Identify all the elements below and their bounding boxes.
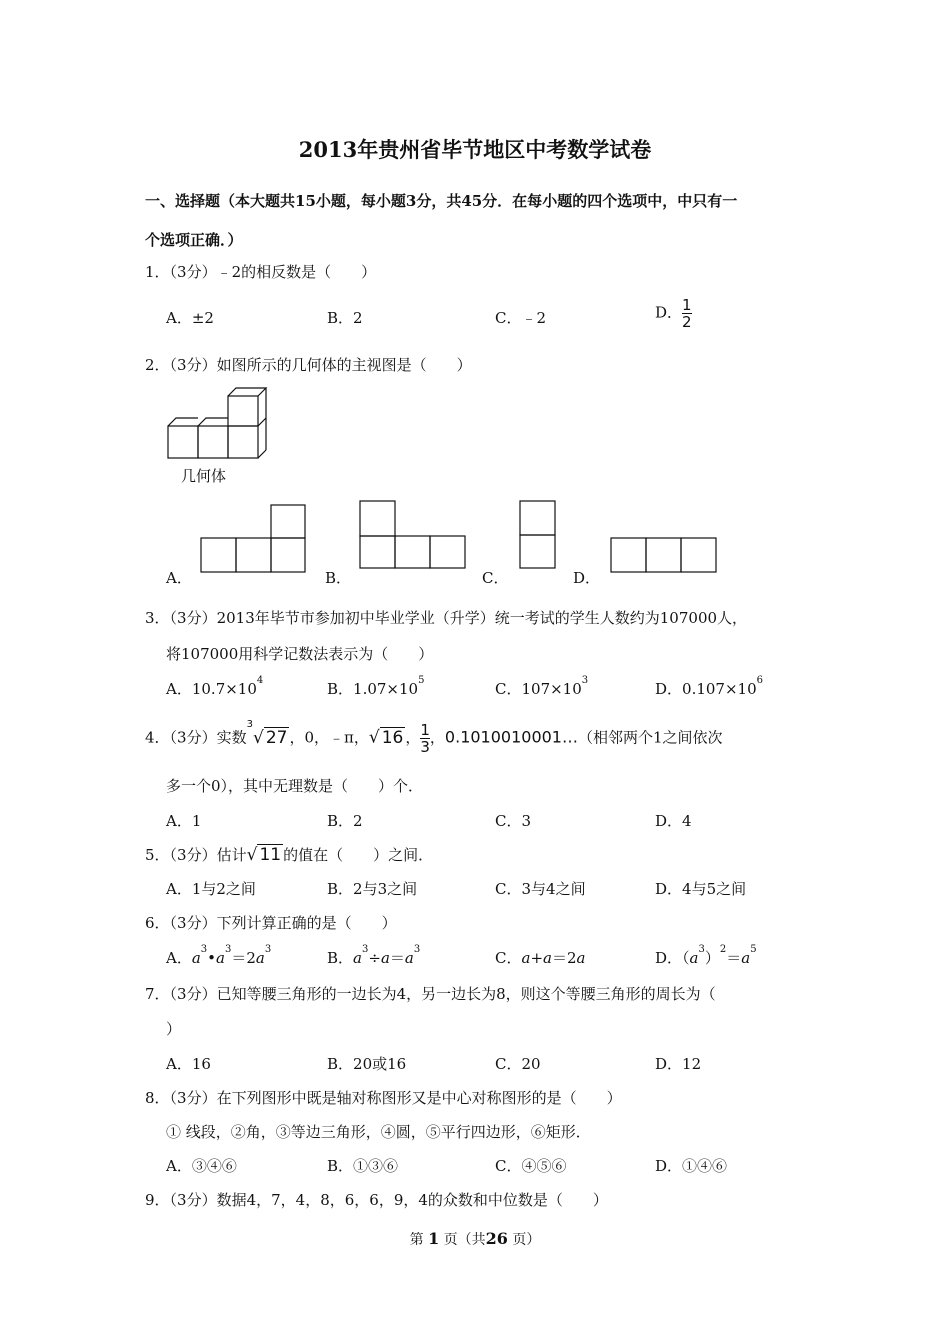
q8-stem-cont: ① 线段，②角，③等边三角形，④圆，⑤平行四边形，⑥矩形．: [166, 1123, 591, 1141]
footer-mid: 页（共: [443, 1232, 486, 1248]
q5-suffix: 的值在（ ）之间．: [283, 846, 434, 864]
q4-sqrt-radicand: 16: [381, 727, 404, 748]
q1-fraction-den: 2: [682, 313, 692, 331]
section-heading-line2: 个选项正确．）: [145, 231, 243, 249]
q8-option-a: A．③④⑥: [166, 1157, 237, 1175]
q6-option-c: C．a+a＝2a: [495, 949, 586, 967]
q8-stem: 8．（3分）在下列图形中既是轴对称图形又是中心对称图形的是（ ）: [145, 1089, 622, 1107]
q3-option-b-base: B．1.07×10: [327, 680, 419, 698]
q2-option-b-figure: [357, 499, 469, 571]
q1-option-b: B．2: [327, 309, 363, 327]
q8-option-c: C．④⑤⑥: [495, 1157, 567, 1175]
q1-fraction: [682, 297, 692, 330]
q4-option-d: D．4: [655, 812, 692, 830]
q1-stem: 1．（3分）﹣2的相反数是（ ）: [145, 263, 377, 281]
q5-options: [166, 878, 806, 900]
q8-option-b: B．①③⑥: [327, 1157, 399, 1175]
q6-option-d: D．$(a^3)^2=a^5$: [655, 944, 757, 967]
q3-option-d: [655, 675, 763, 699]
q2-option-b: B．: [325, 569, 352, 587]
q3-option-d-exp: 6: [756, 675, 763, 686]
q6-option-b-label: B．: [327, 949, 354, 967]
q4-cube-index: 3: [246, 719, 253, 730]
q2-stem: 2．（3分）如图所示的几何体的主视图是（ ）: [145, 356, 472, 374]
q4-option-a: A．1: [166, 812, 202, 830]
q5-option-d: D．4与5之间: [655, 880, 747, 898]
q5-option-a: A．1与2之间: [166, 880, 256, 898]
q5-radicand: 11: [259, 845, 282, 865]
q6-option-a: A．$a^3•a^3=2a^3$: [166, 944, 272, 967]
q4-prefix: 4．（3分）实数: [145, 728, 247, 747]
q4-cube-root: $^3$√ 27: [246, 719, 288, 748]
q9-stem: 9．（3分）数据4，7，4，8，6，6，9，4的众数和中位数是（ ）: [145, 1191, 608, 1209]
q3-option-b-exp: 5: [418, 675, 425, 686]
q2-solid-figure: [160, 384, 280, 464]
footer-page-number: 1: [428, 1229, 440, 1248]
footer-pre: 第: [409, 1232, 424, 1248]
q4-stem-cont: 多一个0），其中无理数是（ ）个．: [166, 777, 424, 795]
q8-option-d: D．①④⑥: [655, 1157, 728, 1175]
q1-option-d: [655, 297, 692, 330]
q7-options: [166, 1053, 806, 1075]
q4-option-c: C．3: [495, 812, 532, 830]
q3-option-a-base: A．10.7×10: [166, 680, 257, 698]
q6-option-c-label: C．: [495, 949, 522, 967]
q4-decimal: 0.1010010001…: [444, 727, 578, 747]
q3-stem-cont: 将107000用科学记数法表示为（ ）: [166, 645, 434, 663]
q2-option-d-figure: [608, 535, 720, 575]
q3-option-d-base: D．0.107×10: [655, 680, 757, 698]
q1-fraction-num: 1: [682, 296, 692, 314]
q4-options: [166, 810, 806, 832]
q4-fraction-num: 1: [420, 721, 430, 739]
q6-option-d-label: D．: [655, 949, 683, 967]
q5-square-root: √ 11: [246, 845, 282, 865]
q4-cube-radicand: 27: [265, 727, 288, 748]
q6-options: [166, 944, 806, 969]
q7-option-c: C．20: [495, 1055, 541, 1073]
section-heading-line1: 一、选择题（本大题共15小题，每小题3分，共45分．在每小题的四个选项中，中只有一: [145, 192, 738, 210]
q3-option-c-exp: 3: [581, 675, 589, 686]
q1-option-c: C．﹣2: [495, 309, 547, 327]
footer-post: 页）: [512, 1232, 541, 1248]
q4-square-root: √ 16: [368, 727, 404, 748]
q4-fraction-den: 3: [420, 738, 430, 756]
q2-figure-caption: 几何体: [181, 467, 227, 485]
q7-stem: 7．（3分）已知等腰三角形的一边长为4，另一边长为8，则这个等腰三角形的周长为（: [145, 985, 716, 1003]
q2-option-a-figure: [198, 503, 308, 575]
q5-option-c: C．3与4之间: [495, 880, 586, 898]
q1-options: [166, 296, 806, 331]
page-title: 2013年贵州省毕节地区中考数学试卷: [298, 137, 652, 162]
page-footer: [0, 1229, 950, 1249]
q7-option-b: B．20或16: [327, 1055, 407, 1073]
q3-option-c: [495, 675, 589, 699]
q2-option-d: D．: [573, 569, 601, 587]
q1-option-d-label: D．: [655, 303, 683, 322]
q7-option-a: A．16: [166, 1055, 211, 1073]
q4-sep2: ，: [405, 728, 421, 747]
footer-total-pages: 26: [485, 1229, 508, 1248]
q2-option-c-figure: [517, 499, 561, 571]
q8-options: [166, 1155, 806, 1177]
q4-fraction: [420, 722, 430, 755]
q3-options: [166, 675, 806, 700]
q7-stem-cont: ）: [166, 1020, 182, 1038]
q4-stem: [145, 719, 723, 756]
q5-option-b: B．2与3之间: [327, 880, 418, 898]
q4-sep1: ，0，﹣π，: [289, 728, 369, 747]
q7-option-d: D．12: [655, 1055, 702, 1073]
q6-option-b: B．$a^3\div a=a^3$: [327, 944, 421, 967]
q3-stem: 3．（3分）2013年毕节市参加初中毕业学业（升学）统一考试的学生人数约为107000人，: [145, 609, 748, 627]
q6-stem: 6．（3分）下列计算正确的是（ ）: [145, 914, 397, 932]
q3-option-b: [327, 675, 425, 699]
q4-sep3: ，: [429, 728, 445, 747]
q3-option-c-base: C．107×10: [495, 680, 582, 698]
q2-option-a: A．: [166, 569, 192, 587]
q5-stem: [145, 844, 433, 865]
q4-option-b: B．2: [327, 812, 363, 830]
q3-option-a: [166, 675, 264, 699]
q1-option-a: A．±2: [166, 309, 214, 327]
q4-suffix: （相邻两个1之间依次: [577, 728, 723, 747]
q2-option-c: C．: [482, 569, 509, 587]
q3-option-a-exp: 4: [256, 675, 264, 686]
q5-prefix: 5．（3分）估计: [145, 846, 247, 864]
q6-option-a-label: A．: [166, 949, 192, 967]
